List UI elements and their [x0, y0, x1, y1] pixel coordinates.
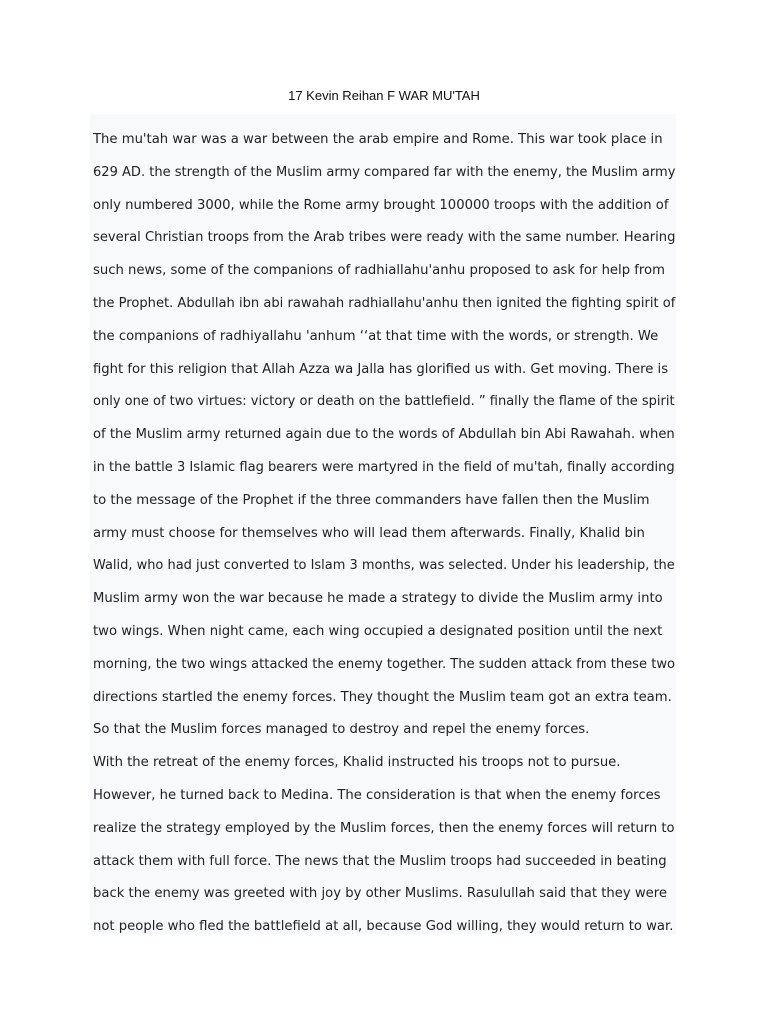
- text-line: fight for this religion that Allah Azza wa Jalla has glorified us with. Get moving. There is: [93, 361, 669, 377]
- text-line: Muslim army won the war because he made a strategy to divide the Muslim army into: [93, 591, 663, 607]
- text-line: With the retreat of the enemy forces, Khalid instructed his troops not to pursue.: [93, 755, 621, 771]
- text-line: only one of two virtues: victory or death on the battlefield. ” finally the flame of the spirit: [93, 394, 675, 410]
- text-line: Walid, who had just converted to Islam 3 months, was selected. Under his leadership, the: [93, 558, 675, 574]
- text-line: two wings. When night came, each wing occupied a designated position until the next: [93, 624, 663, 639]
- text-line: attack them with full force. The news that the Muslim troops had succeeded in beating: [93, 853, 667, 869]
- text-line: only numbered 3000, while the Rome army brought 100000 troops with the addition of: [93, 197, 669, 213]
- text-line: such news, some of the companions of radhiallahu'anhu proposed to ask for help from: [93, 263, 665, 279]
- text-line: morning, the two wings attacked the enemy together. The sudden attack from these two: [93, 656, 676, 672]
- text-line: the Prophet. Abdullah ibn abi rawahah radhiallahu'anhu then ignited the fighting spirit of: [93, 296, 676, 311]
- text-line: of the Muslim army returned again due to the words of Abdullah bin Abi Rawahah. when: [93, 427, 675, 443]
- text-line: army must choose for themselves who will lead them afterwards. Finally, Khalid bin: [93, 525, 645, 541]
- text-line: The mu'tah war was a war between the arab empire and Rome. This war took place in: [93, 132, 663, 147]
- text-line: 629 AD. the strength of the Muslim army compared far with the enemy, the Muslim army: [93, 164, 676, 180]
- body-text-block: [90, 114, 676, 934]
- text-line: not people who fled the battlefield at all, because God willing, they would return to war.: [93, 919, 674, 935]
- text-line: back the enemy was greeted with joy by other Muslims. Rasulullah said that they were: [93, 886, 668, 902]
- text-line: realize the strategy employed by the Muslim forces, then the enemy forces will return to: [93, 820, 675, 836]
- text-line: in the battle 3 Islamic flag bearers were martyred in the field of mu'tah, finally according: [93, 460, 675, 475]
- text-line: to the message of the Prophet if the three commanders have fallen then the Muslim: [93, 492, 650, 508]
- text-line: However, he turned back to Medina. The consideration is that when the enemy forces: [93, 788, 661, 803]
- text-line: several Christian troops from the Arab tribes were ready with the same number. Hearing: [93, 230, 676, 246]
- text-line: the companions of radhiyallahu 'anhum ‘‘at that time with the words, or strength. We: [93, 328, 659, 344]
- document-title: 17 Kevin Reihan F WAR MU'TAH: [288, 88, 480, 103]
- text-line: directions startled the enemy forces. They thought the Muslim team got an extra team.: [93, 689, 672, 705]
- text-line: So that the Muslim forces managed to destroy and repel the enemy forces.: [93, 722, 590, 738]
